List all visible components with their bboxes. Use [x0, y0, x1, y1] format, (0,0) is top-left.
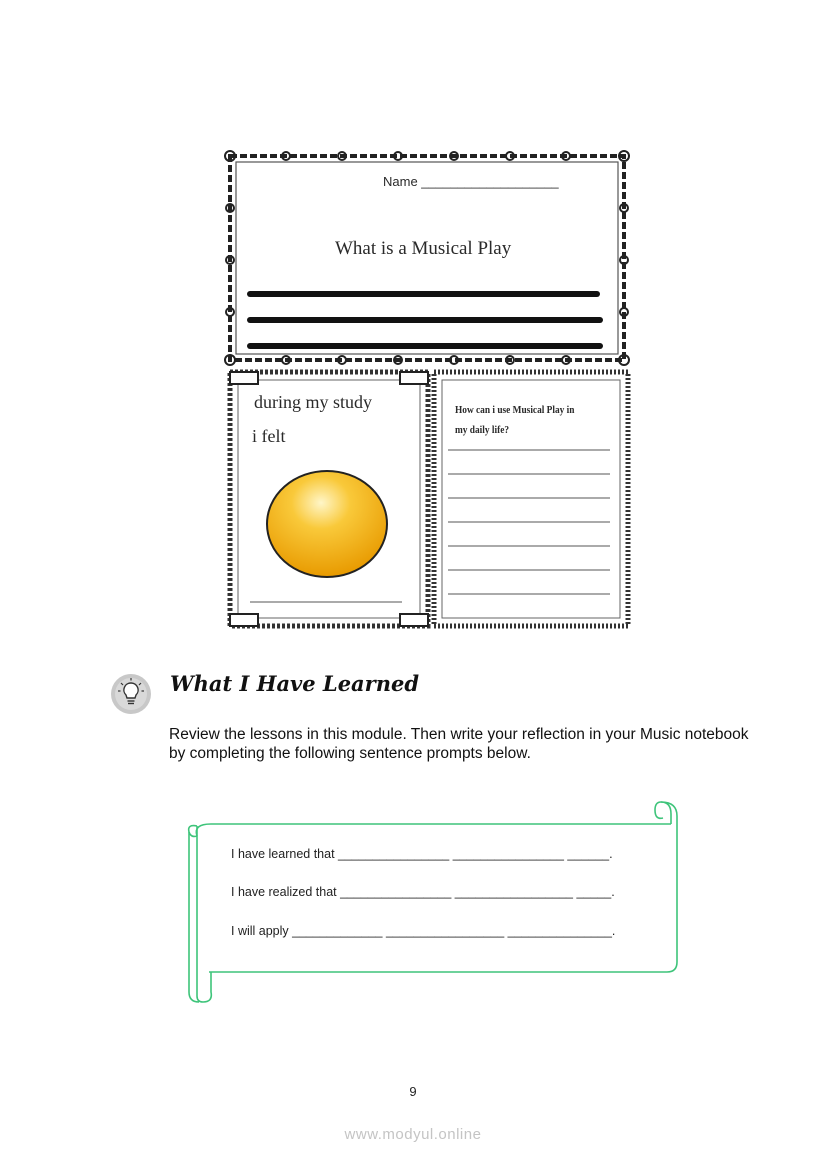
left-panel-line2: i felt — [252, 426, 286, 446]
prompt-apply: I will apply _____________ _________________ _______________. — [231, 924, 616, 938]
reflection-scroll — [183, 796, 683, 1004]
instructions-text: Review the lessons in this module. Then write your reflection in your Music notebook by completing the following sentence prompts below. — [169, 726, 749, 762]
left-panel-line1: during my study — [254, 392, 373, 412]
name-label: Name ___________________ — [383, 174, 559, 189]
page-number: 9 — [409, 1084, 417, 1099]
worksheet-image — [222, 148, 632, 632]
section-title: What I Have Learned — [170, 671, 420, 696]
worksheet-title: What is a Musical Play — [335, 238, 512, 259]
worksheet-frame — [222, 148, 632, 632]
emoji-face — [267, 471, 387, 577]
prompt-realized: I have realized that ________________ _________________ _____. — [231, 885, 615, 899]
right-panel-question-line2: my daily life? — [455, 424, 510, 436]
right-panel-question-line1: How can i use Musical Play in — [455, 404, 575, 416]
prompt-learned: I have learned that ________________ ________________ ______. — [231, 847, 613, 861]
lightbulb-icon — [110, 673, 152, 715]
watermark: www.modyul.online — [344, 1126, 482, 1143]
